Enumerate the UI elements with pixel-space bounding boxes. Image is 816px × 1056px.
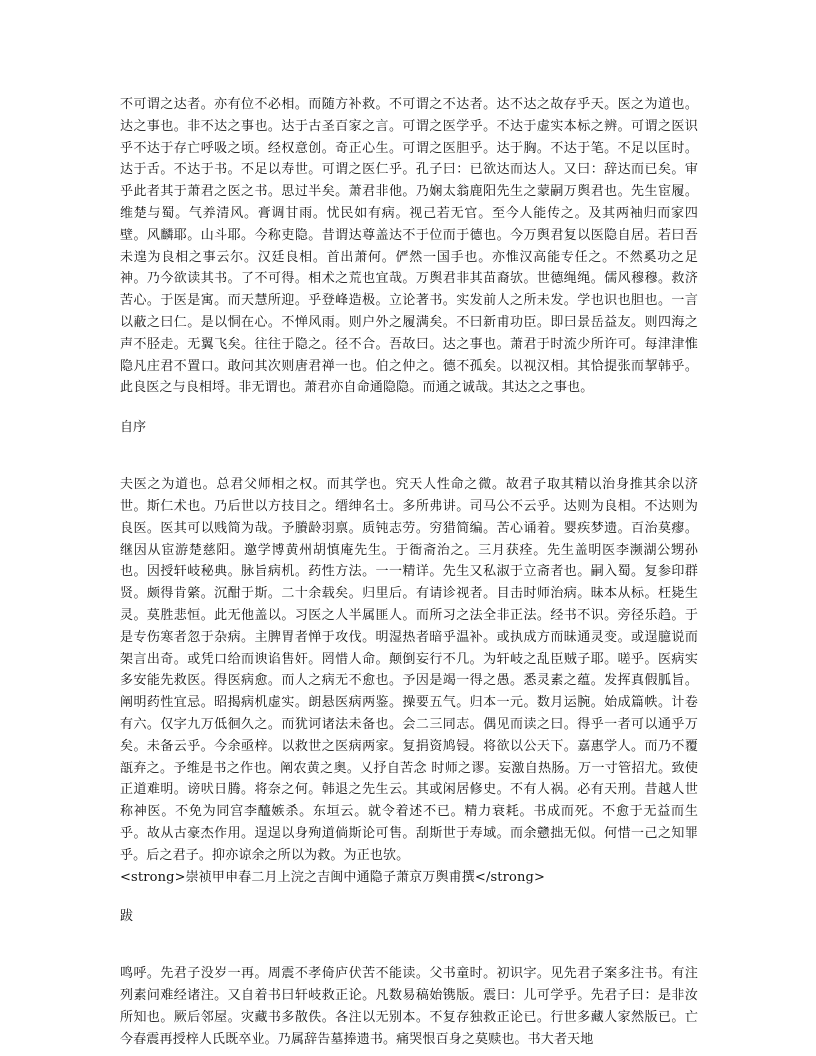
ba-paragraph: 鸣呼。先君子没岁一再。周震不孝倚庐伏苦不能读。父书童时。初识字。见先君子案多注书。有注列素问难经诸注。又自着书曰轩岐救正论。凡数易稿始镌版。震曰：儿可学乎。先君子曰：是非汝所知也。厥后邻屋。灾藏书多散佚。各注以无别本。不复存独救正论已。行世多藏人家然版已。亡今春震再授梓人氏既卒业。乃属辞告墓捧遗书。痛哭恨百身之莫赎也。书大者天地 <box>120 966 698 1047</box>
document-page <box>120 94 698 1050</box>
section-heading-ba: 跋 <box>120 909 134 925</box>
zixu-paragraph: 夫医之为道也。总君父师相之权。而其学也。究天人性命之微。故君子取其精以治身推其余以济世。斯仁术也。乃后世以方技目之。缙绅名士。多所弗讲。司马公不云乎。达则为良相。不达则为良医。医其可以贱简为哉。予賸龄羽禀。质钝志劳。穷猎简编。苦心诵着。婴疾梦遗。百治莫瘳。继因从宦游楚慈阳。邀学博黄州胡慎庵先生。于衙斋治之。三月获痊。先生盖明医李濒湖公甥孙也。因授轩岐秘典。脉旨病机。药性方法。一一精详。先生又私淑于立斋者也。嗣入蜀。复参印群贤。颇得肯綮。沉酣于斯。二十余载矣。归里后。有请诊视者。目击时师治病。昧本从标。枉毙生灵。莫胜悲恒。此无他盖以。习医之人半属匪人。而所习之法全非正法。经书不识。旁径乐趋。于是专伤寒者忽于杂病。主脾胃者惮于攻伐。明湿热者暗乎温补。或执成方而昧通灵变。或逞臆说而架言出奇。或凭口给而谀谄售奸。罔惜人命。颠倒妄行不几。为轩岐之乱臣贼子耶。嗟乎。医病实多安能先救医。得医病愈。而人之病无不愈也。予因是竭一得之愚。悉灵素之蕴。发挥真假胍旨。阐明药性宜忌。昭揭病机虚实。朗悬医病两鉴。操要五气。归本一元。数月运腕。始成篇帙。计卷有六。仅字九万低徊久之。而犹诃诸法未备也。会二三同志。偶见而读之曰。得乎一者可以通乎万矣。未备云乎。今余亟梓。以救世之医病两家。复捐资鸠锓。将欲以公天下。嘉惠学人。而乃不覆瓿弃之。予维是书之作也。阐农黄之奥。乂抒自苦念 时师之谬。妄激自热肠。万一寸管招尤。致使正道难明。谤吠日腾。将奈之何。韩退之先生云。其或闲居修史。不有人祸。必有天刑。昔越人世称神医。不免为同宫李醯嫉杀。东垣云。就令着述不已。精力衰耗。书成而死。不愈于无益而生乎。故从古豪杰作用。逞逞以身殉道倘斯论可售。刮斯世于寿域。而余戆拙无似。何惜一己之知罪乎。后之君子。抑亦谅余之所以为救。为正也欤。 <box>120 477 698 863</box>
section-heading-zixu: 自序 <box>120 420 147 436</box>
zixu-signature: <strong>崇祯甲申春二月上浣之吉闽中通隐子萧京万舆甫撰</strong> <box>120 869 546 885</box>
preface-paragraph: 不可谓之达者。亦有位不必相。而随方补救。不可谓之不达者。达不达之故存乎天。医之为道也。达之事也。非不达之事也。达于古圣百家之言。可谓之医学乎。不达于虚实本标之辨。可谓之医识乎不达于存亡呼吸之顷。经权意创。奇正心生。可谓之医胆乎。达于胸。不达于笔。不足以匡时。达于舌。不达于书。不足以寿世。可谓之医仁乎。孔子曰：已欲达而达人。又曰：辞达而已矣。审乎此者其于萧君之医之书。思过半矣。萧君非他。乃娴太翁鹿阳先生之蒙嗣万舆君也。先生宦履。维楚与蜀。气养清风。膏调甘雨。忧民如有病。视己若无官。至今人能传之。及其两袖归而家四壁。风麟耶。山斗耶。今称吏隐。昔谓达尊盖达不于位而于德也。今万舆君复以医隐自居。若曰吾未遑为良相之事云尔。汉廷良相。首出萧何。俨然一国手也。亦惟汉高能专任之。不然奚功之足神。乃今欲读其书。了不可得。相术之荒也宜哉。万舆君非其苗裔欤。世德绳绳。儒风穆穆。救济苦心。于医是寓。而天慧所迎。乎登峰造极。立论著书。实发前人之所未发。学也识也胆也。一言以蔽之曰仁。是以恫在心。不惮风雨。则户外之履满矣。不曰新甫功臣。即曰景岳益友。则四海之声不胫走。无翼飞矣。往往于隐之。径不合。吾故曰。达之事也。萧君于时流少所许可。每津津惟隐凡庄君不置口。敢问其次则唐君禅一也。伯之仲之。德不孤矣。以视汉相。其恰提张而挈韩乎。此良医之与良相埒。非无谓也。萧君亦自命通隐隐。而通之诚哉。其达之之事也。 <box>120 97 698 396</box>
